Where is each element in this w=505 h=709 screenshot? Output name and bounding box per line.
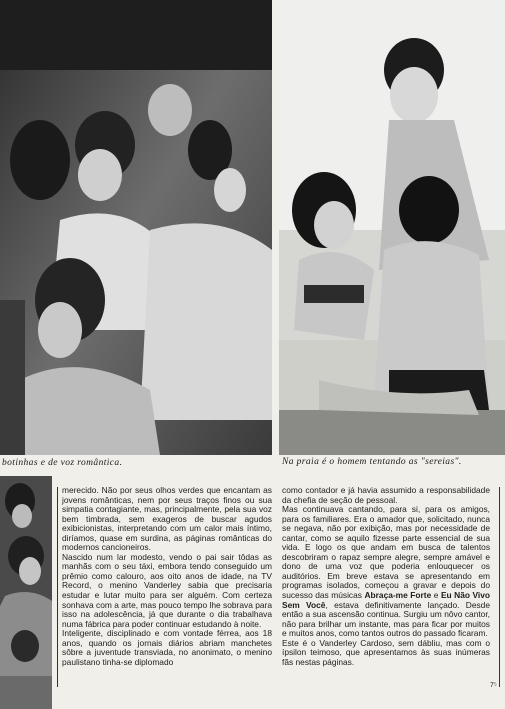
photo-caption-right: Na praia é o homem tentando as "sereias". <box>282 457 462 467</box>
crowd-photo <box>0 476 52 709</box>
article-text: Mas continuava cantando, para si, para os amigos, para os familiares. Era o amador que, solicitado, nunca se negava, não por exibição, mas por necessidade de cantar, como se aquilo fizesse parte essencial de sua vida. E logo os que andam em busca de talentos descobriram o rapaz sempre alegre, sempre amável e dono de uma voz que poderia enlouquecer os auditórios. Em breve estava se apresentando em programas isolados, começou a gravar e depois do sucesso das músicas <box>282 504 490 601</box>
beach-photo <box>279 0 505 455</box>
photo-caption-left: botinhas e de voz romântica. <box>2 458 123 468</box>
article-paragraph: Este é o Vanderley Cardoso, sem dábliu, mas com o ípsilon teimoso, que apresentamos às suas inúmeras fãs nestas páginas. <box>282 637 490 667</box>
article-paragraph: Inteligente, disciplinado e com vontade férrea, aos 18 anos, quando os jornais diários abriam manchetes sôbre a juventude transviada, no anonimato, o menino paulistano tinha-se diplomado <box>62 628 272 667</box>
conjunction-text: e <box>433 590 439 601</box>
article-paragraph <box>282 505 490 639</box>
audience-photo <box>0 0 272 455</box>
song-title: Abraça-me Forte <box>364 590 432 601</box>
column-rule-right <box>499 487 500 687</box>
article-paragraph: Nascido num lar modesto, vendo o pai sair tôdas as manhãs com o seu táxi, embora tendo conseguido um prêmio como calouro, aos oito anos de idade, na TV Record, o menino Vanderley sabia que precisaria estudar e lutar muito para ser alguém. Com certeza sonhava com a arte, mas pouco tempo lhe sobrava para isso na adolescência, já que durante o dia trabalhava numa fábrica para poder continuar estudando à noite. <box>62 551 272 629</box>
article-column-left <box>62 486 272 667</box>
article-text: , estava definitivamente lançado. Desde então a sua ascensão continua. Surgiu um nôvo cantor, não para brilhar um instante, mas para ficar por muitos e muitos anos, como tantos outros do passado ficaram. <box>282 599 491 639</box>
article-paragraph: merecido. Não por seus olhos verdes que encantam as jovens românticas, nem por seus traços finos ou sua simpatia contagiante, mas, principalmente, pela sua voz bem timbrada, sem exageros de buscar agudos exibicionistas, interpretando com um calor mais íntimo, diríamos, quase em surdina, as páginas românticas do modernos cancioneiros. <box>62 485 272 553</box>
column-rule-left <box>57 487 58 687</box>
page-number: 7⁵ <box>490 682 497 689</box>
song-title: Eu Não Vivo Sem Você <box>282 590 491 610</box>
article-paragraph: como contador e já havia assumido a responsabilidade da chefia de seção de pessoal. <box>282 485 490 505</box>
article-column-right <box>282 486 490 667</box>
